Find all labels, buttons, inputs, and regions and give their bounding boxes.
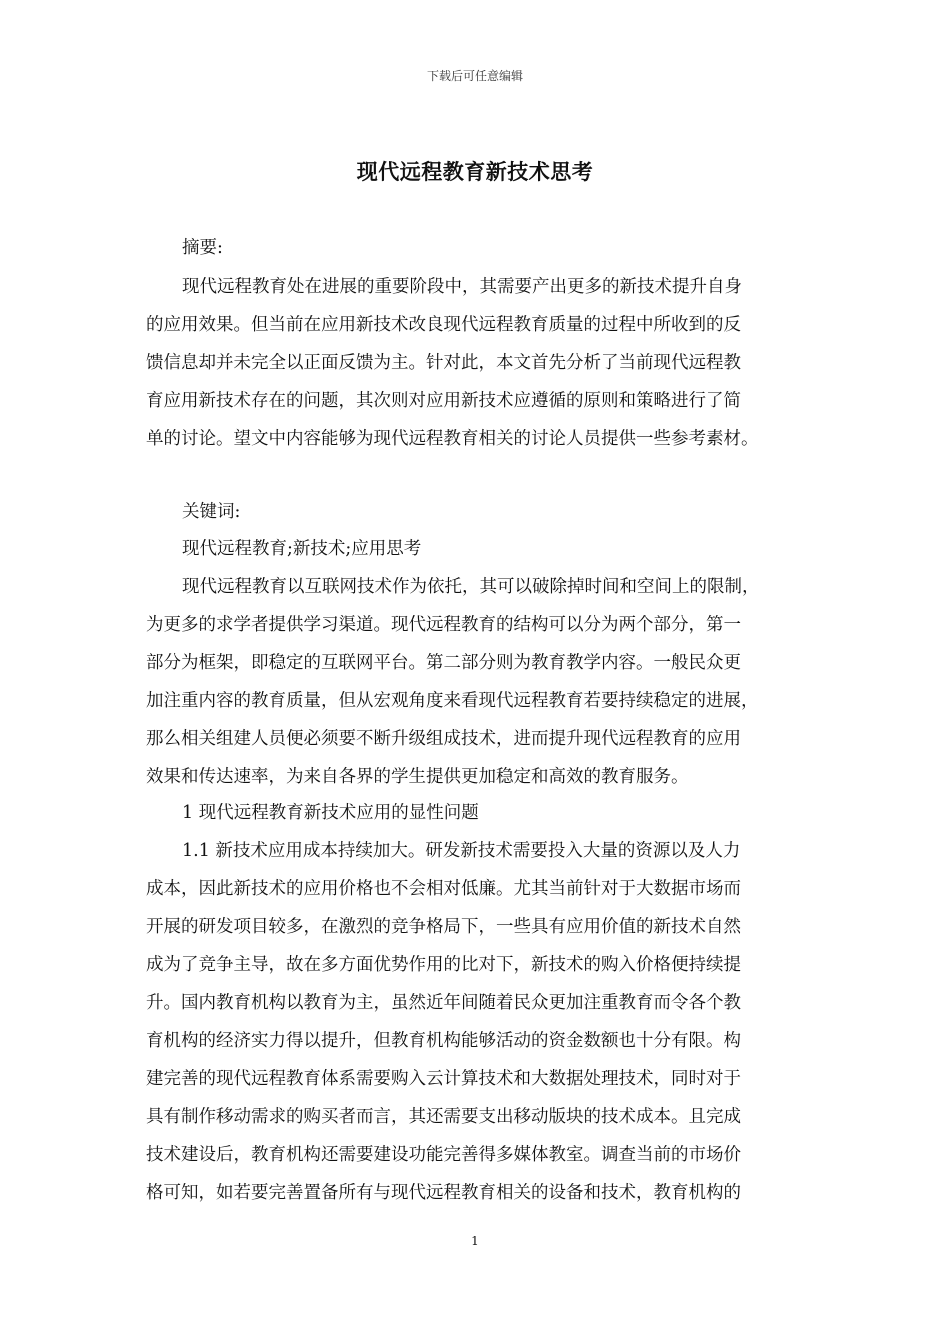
header-note: 下载后可任意编辑: [426, 69, 523, 83]
text-line: 育应用新技术存在的问题，其次则对应用新技术应遵循的原则和策略进行了简: [146, 391, 741, 411]
text-line: 部分为框架，即稳定的互联网平台。第二部分则为教育教学内容。一般民众更: [146, 653, 741, 673]
text-line: 升。国内教育机构以教育为主，虽然近年间随着民众更加注重教育而令各个教: [146, 993, 741, 1013]
text-line: 馈信息却并未完全以正面反馈为主。针对此，本文首先分析了当前现代远程教: [146, 353, 741, 373]
text-line: 加注重内容的教育质量，但从宏观角度来看现代远程教育若要持续稳定的进展，: [146, 691, 759, 711]
text-line: 成为了竞争主导，故在多方面优势作用的比对下，新技术的购入价格便持续提: [146, 955, 741, 975]
keywords-heading: 关键词:: [182, 502, 241, 522]
text-line: 建完善的现代远程教育体系需要购入云计算技术和大数据处理技术，同时对于: [146, 1069, 741, 1089]
text-line: 技术建设后，教育机构还需要建设功能完善得多媒体教室。调查当前的市场价: [146, 1145, 741, 1165]
text-line: 单的讨论。望文中内容能够为现代远程教育相关的讨论人员提供一些参考素材。: [146, 429, 759, 449]
text-line: 那么相关组建人员便必须要不断升级组成技术，进而提升现代远程教育的应用: [146, 729, 741, 749]
text-line: 成本，因此新技术的应用价格也不会相对低廉。尤其当前针对于大数据市场而: [146, 879, 741, 899]
abstract-heading: 摘要:: [182, 238, 223, 258]
text-line: 开展的研发项目较多，在激烈的竞争格局下，一些具有应用价值的新技术自然: [146, 917, 741, 937]
text-line: 格可知，如若要完善置备所有与现代远程教育相关的设备和技术，教育机构的: [146, 1183, 741, 1203]
document-title: 现代远程教育新技术思考: [356, 159, 594, 184]
text-line: 现代远程教育以互联网技术作为依托，其可以破除掉时间和空间上的限制，: [182, 577, 760, 597]
text-line: 育机构的经济实力得以提升，但教育机构能够活动的资金数额也十分有限。构: [146, 1031, 741, 1051]
section-heading: 1 现代远程教育新技术应用的显性问题: [182, 803, 479, 823]
text-line: 现代远程教育处在进展的重要阶段中，其需要产出更多的新技术提升自身: [182, 277, 742, 297]
subsection-line: 1.1 新技术应用成本持续加大。研发新技术需要投入大量的资源以及人力: [182, 841, 741, 861]
text-line: 为更多的求学者提供学习渠道。现代远程教育的结构可以分为两个部分，第一: [146, 615, 741, 635]
text-line: 的应用效果。但当前在应用新技术改良现代远程教育质量的过程中所收到的反: [146, 315, 741, 335]
text-line: 效果和传达速率，为来自各界的学生提供更加稳定和高效的教育服务。: [146, 767, 689, 787]
keywords-list: 现代远程教育;新技术;应用思考: [182, 539, 422, 559]
page-number: 1: [471, 1234, 479, 1248]
text-line: 具有制作移动需求的购买者而言，其还需要支出移动版块的技术成本。且完成: [146, 1107, 741, 1127]
